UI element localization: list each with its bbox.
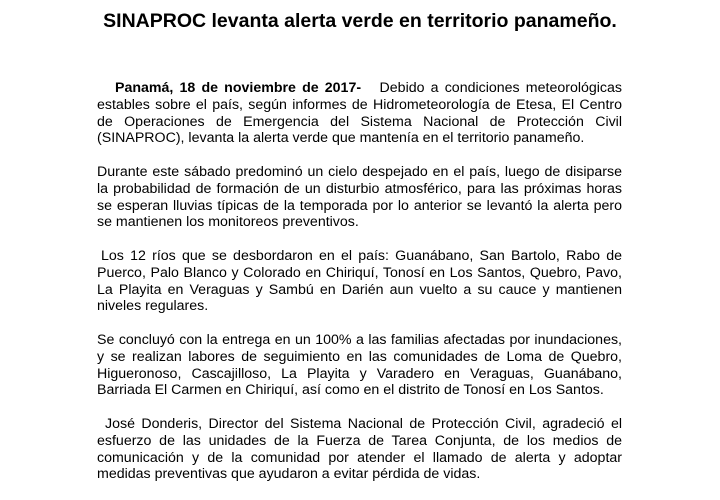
document-body (97, 80, 622, 500)
page-title: SINAPROC levanta alerta verde en territorio panameño. (103, 10, 617, 32)
paragraph-4: Se concluyó con la entrega en un 100% a las familias afectadas por inundaciones, y se realizan labores de seguimiento en las comunidades de Loma de Quebro, Higueronoso, Cascajilloso, La Playita y Varadero en Veraguas, Guanábano, Barriada El Carmen en Chiriquí, así como en el distrito de Tonosí en Los Santos. (97, 331, 622, 399)
paragraph-3: Los 12 ríos que se desbordaron en el país: Guanábano, San Bartolo, Rabo de Puerco, Palo Blanco y Colorado en Chiriquí, Tonosí en Los Santos, Quebro, Pavo, La Playita en Veraguas y Sambú en Darién aun vuelto a su cauce y mantienen niveles regulares. (97, 247, 622, 315)
dateline: Panamá, 18 de noviembre de 2017- (115, 80, 362, 96)
paragraph-5: José Donderis, Director del Sistema Nacional de Protección Civil, agradeció el esfuerzo de las unidades de la Fuerza de Tarea Conjunta, de los medios de comunicación y de la comunidad por atender el llamado de alerta y adoptar medidas preventivas que ayudaron a evitar pérdida de vidas. (97, 415, 622, 483)
paragraph-2: Durante este sábado predominó un cielo despejado en el país, luego de disiparse la probabilidad de formación de un disturbio atmosférico, para las próximas horas se esperan lluvias típicas de la temporada por lo anterior se levantó la alerta pero se mantienen los monitoreos preventivos. (97, 163, 622, 231)
paragraph-1-text: Debido a condiciones meteorológicas estables sobre el país, según informes de Hidrometeorología de Etesa, El Centro de Operaciones de Emergencia del Sistema Nacional de Protección Civil (SINAPROC), levanta la alerta verde que mantenía en el territorio panameño. (97, 80, 623, 147)
paragraph-1 (97, 80, 622, 147)
